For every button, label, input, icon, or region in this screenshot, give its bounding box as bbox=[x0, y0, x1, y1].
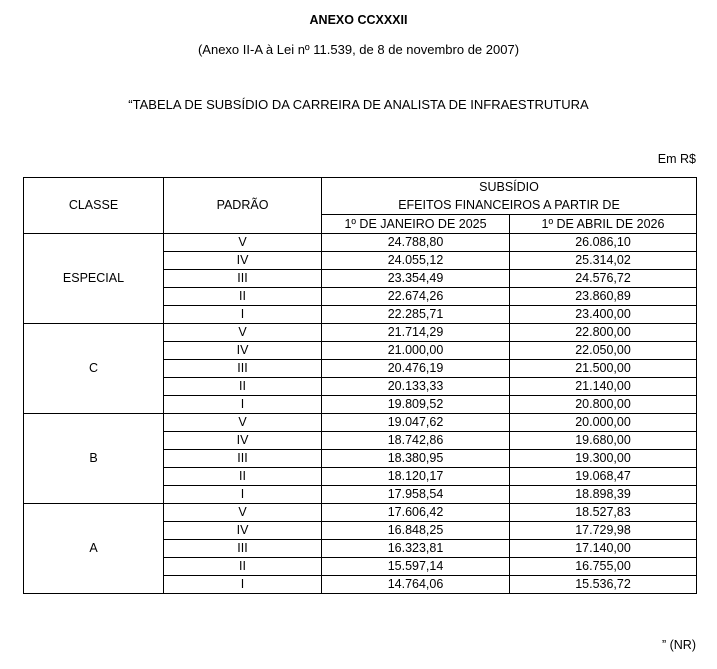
currency-unit: Em R$ bbox=[657, 152, 696, 166]
value-cell-2026: 26.086,10 bbox=[510, 234, 697, 252]
value-cell-2026: 20.800,00 bbox=[510, 396, 697, 414]
value-cell-2025: 16.323,81 bbox=[322, 540, 510, 558]
padrao-cell: III bbox=[164, 360, 322, 378]
table-body bbox=[24, 234, 697, 594]
value-cell-2026: 19.068,47 bbox=[510, 468, 697, 486]
value-cell-2026: 16.755,00 bbox=[510, 558, 697, 576]
value-cell-2026: 23.860,89 bbox=[510, 288, 697, 306]
header-date-2025: 1º DE JANEIRO DE 2025 bbox=[322, 215, 510, 234]
value-cell-2026: 21.140,00 bbox=[510, 378, 697, 396]
classe-cell: C bbox=[24, 324, 164, 414]
header-classe: CLASSE bbox=[24, 178, 164, 234]
padrao-cell: II bbox=[164, 378, 322, 396]
value-cell-2025: 19.047,62 bbox=[322, 414, 510, 432]
table-header bbox=[24, 178, 697, 234]
value-cell-2026: 20.000,00 bbox=[510, 414, 697, 432]
padrao-cell: I bbox=[164, 306, 322, 324]
value-cell-2026: 17.140,00 bbox=[510, 540, 697, 558]
value-cell-2025: 18.120,17 bbox=[322, 468, 510, 486]
annex-title: ANEXO CCXXXII bbox=[309, 13, 408, 27]
table-row bbox=[24, 414, 697, 432]
value-cell-2025: 19.809,52 bbox=[322, 396, 510, 414]
value-cell-2025: 21.714,29 bbox=[322, 324, 510, 342]
value-cell-2026: 22.800,00 bbox=[510, 324, 697, 342]
value-cell-2026: 22.050,00 bbox=[510, 342, 697, 360]
value-cell-2026: 19.300,00 bbox=[510, 450, 697, 468]
value-cell-2025: 17.958,54 bbox=[322, 486, 510, 504]
header-padrao: PADRÃO bbox=[164, 178, 322, 234]
value-cell-2025: 23.354,49 bbox=[322, 270, 510, 288]
value-cell-2025: 24.788,80 bbox=[322, 234, 510, 252]
value-cell-2026: 19.680,00 bbox=[510, 432, 697, 450]
value-cell-2025: 21.000,00 bbox=[322, 342, 510, 360]
table-row bbox=[24, 234, 697, 252]
value-cell-2025: 14.764,06 bbox=[322, 576, 510, 594]
value-cell-2025: 22.285,71 bbox=[322, 306, 510, 324]
closing-mark: ” (NR) bbox=[661, 638, 696, 652]
padrao-cell: III bbox=[164, 540, 322, 558]
value-cell-2026: 25.314,02 bbox=[510, 252, 697, 270]
padrao-cell: IV bbox=[164, 432, 322, 450]
value-cell-2026: 18.898,39 bbox=[510, 486, 697, 504]
value-cell-2025: 15.597,14 bbox=[322, 558, 510, 576]
padrao-cell: V bbox=[164, 504, 322, 522]
padrao-cell: II bbox=[164, 468, 322, 486]
padrao-cell: IV bbox=[164, 252, 322, 270]
value-cell-2025: 20.133,33 bbox=[322, 378, 510, 396]
value-cell-2025: 24.055,12 bbox=[322, 252, 510, 270]
padrao-cell: IV bbox=[164, 342, 322, 360]
header-date-2026: 1º DE ABRIL DE 2026 bbox=[510, 215, 697, 234]
padrao-cell: III bbox=[164, 270, 322, 288]
padrao-cell: I bbox=[164, 396, 322, 414]
padrao-cell: V bbox=[164, 324, 322, 342]
padrao-cell: IV bbox=[164, 522, 322, 540]
value-cell-2025: 22.674,26 bbox=[322, 288, 510, 306]
value-cell-2026: 21.500,00 bbox=[510, 360, 697, 378]
classe-cell: A bbox=[24, 504, 164, 594]
value-cell-2025: 20.476,19 bbox=[322, 360, 510, 378]
value-cell-2025: 17.606,42 bbox=[322, 504, 510, 522]
padrao-cell: V bbox=[164, 234, 322, 252]
table-row bbox=[24, 324, 697, 342]
value-cell-2025: 18.380,95 bbox=[322, 450, 510, 468]
value-cell-2026: 18.527,83 bbox=[510, 504, 697, 522]
padrao-cell: I bbox=[164, 486, 322, 504]
header-efeitos: EFEITOS FINANCEIROS A PARTIR DE bbox=[322, 196, 697, 215]
padrao-cell: II bbox=[164, 558, 322, 576]
table-row bbox=[24, 504, 697, 522]
classe-cell: ESPECIAL bbox=[24, 234, 164, 324]
value-cell-2025: 18.742,86 bbox=[322, 432, 510, 450]
padrao-cell: III bbox=[164, 450, 322, 468]
subsidy-table bbox=[23, 177, 697, 594]
classe-cell: B bbox=[24, 414, 164, 504]
padrao-cell: II bbox=[164, 288, 322, 306]
annex-subtitle: (Anexo II-A à Lei nº 11.539, de 8 de novembro de 2007) bbox=[197, 42, 520, 57]
table-heading: “TABELA DE SUBSÍDIO DA CARREIRA DE ANALISTA DE INFRAESTRUTURA bbox=[128, 97, 589, 112]
value-cell-2026: 15.536,72 bbox=[510, 576, 697, 594]
padrao-cell: V bbox=[164, 414, 322, 432]
value-cell-2026: 23.400,00 bbox=[510, 306, 697, 324]
value-cell-2026: 17.729,98 bbox=[510, 522, 697, 540]
value-cell-2026: 24.576,72 bbox=[510, 270, 697, 288]
value-cell-2025: 16.848,25 bbox=[322, 522, 510, 540]
padrao-cell: I bbox=[164, 576, 322, 594]
header-subsidio: SUBSÍDIO bbox=[322, 178, 697, 197]
